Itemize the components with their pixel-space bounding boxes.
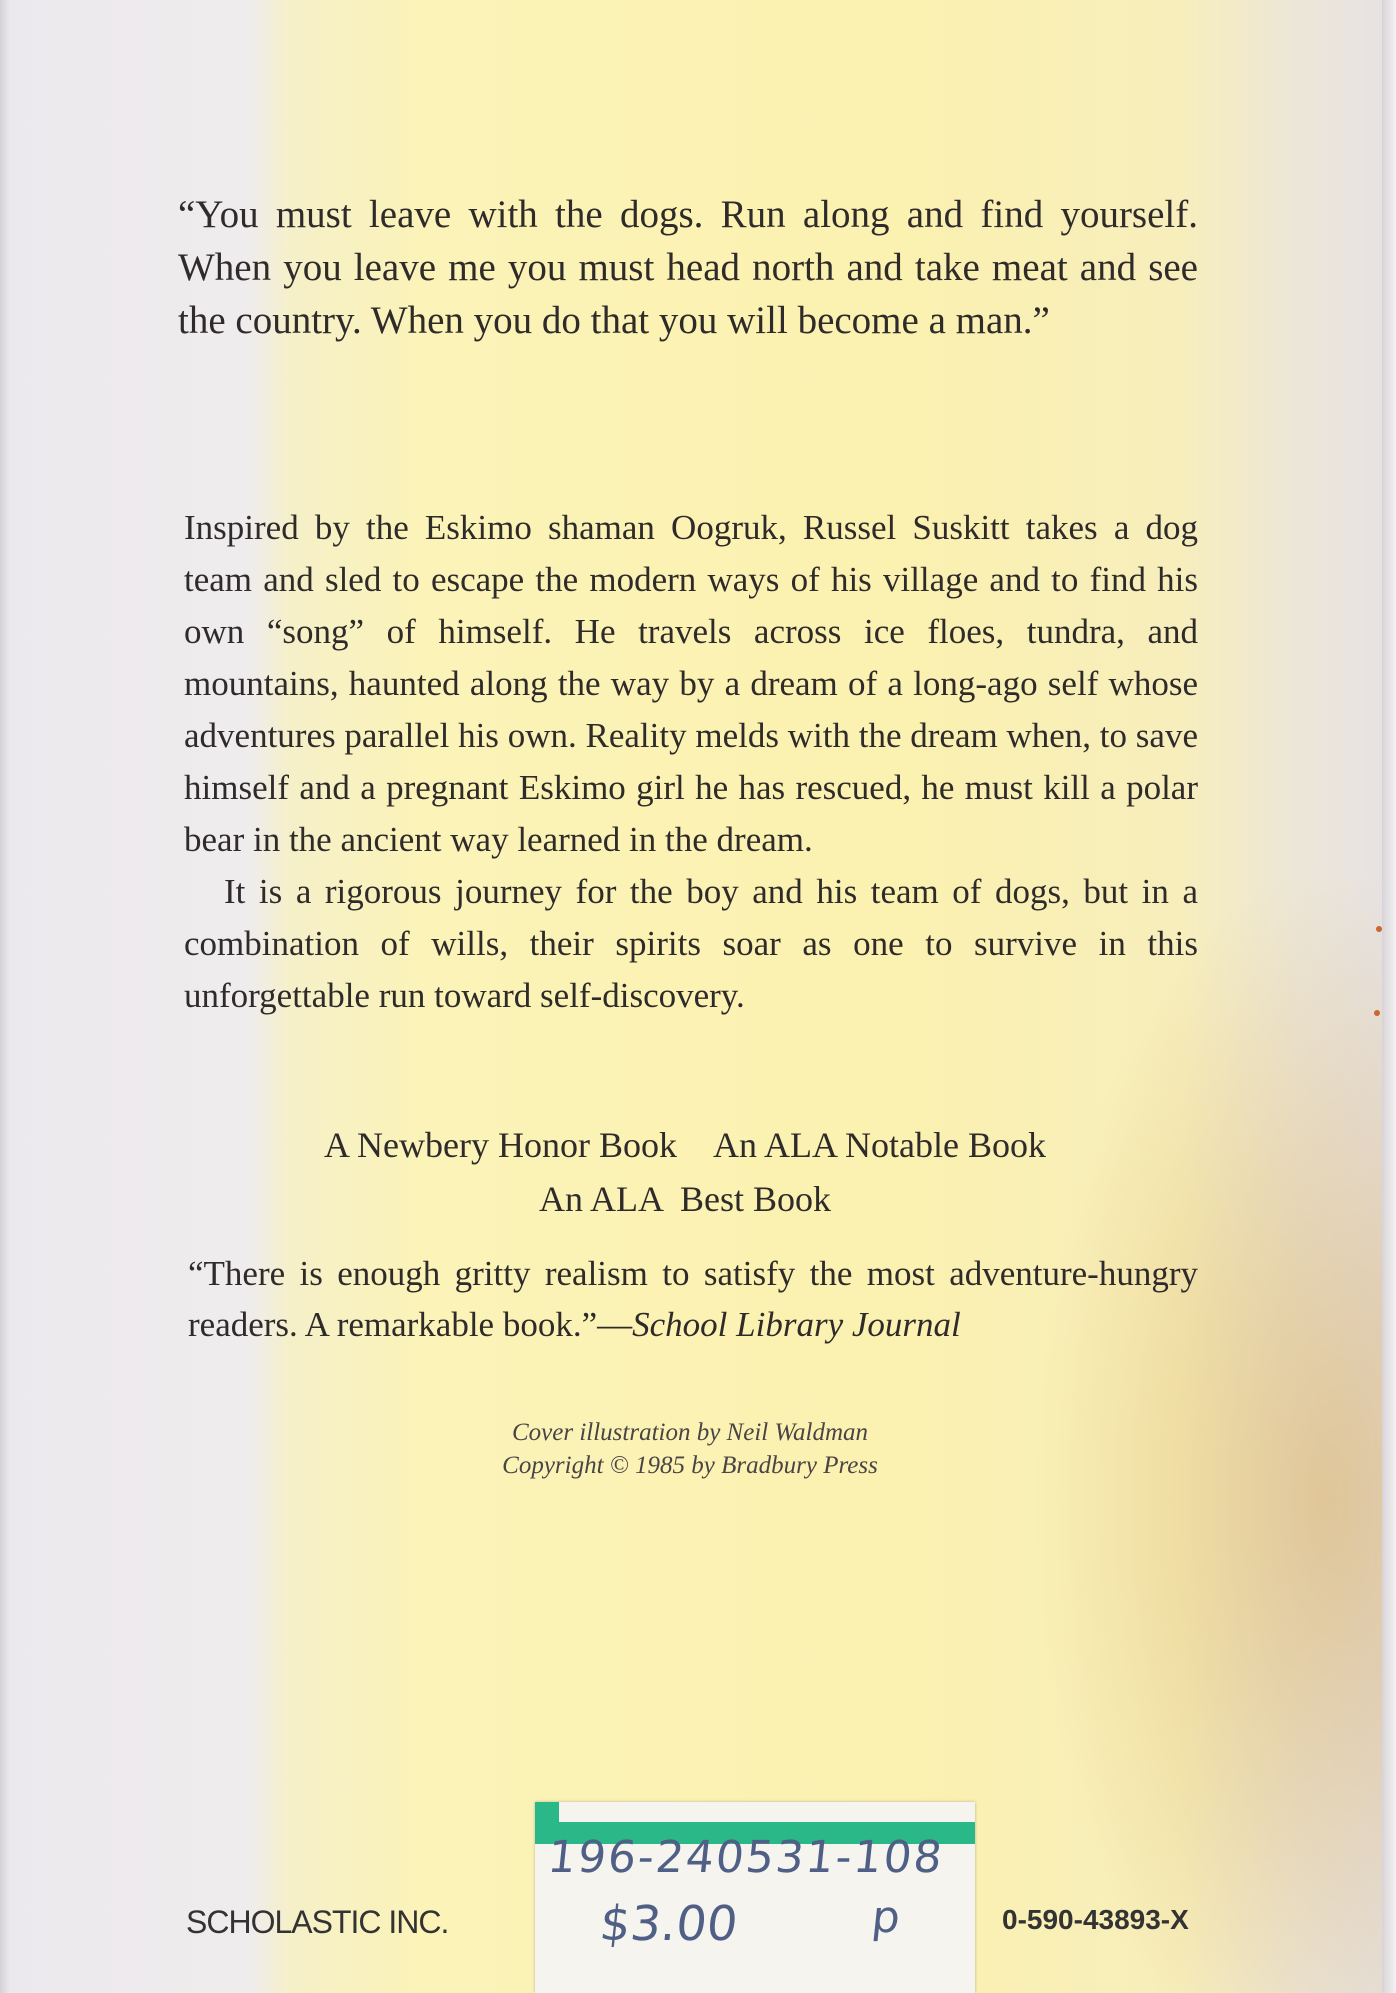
description-paragraph-2: It is a rigorous journey for the boy and his team of dogs, but in a combination of wills, their spirits soar as one to survive in this unforgettable run toward self-discovery.: [184, 872, 1198, 1015]
honor-newbery: A Newbery Honor Book: [324, 1125, 677, 1165]
review-text: “There is enough gritty realism to satisfy the most adventure-hungry readers. A remarkable book.”—: [188, 1254, 1198, 1344]
honor-ala-notable: An ALA Notable Book: [712, 1125, 1046, 1165]
review-quote: [188, 1248, 1198, 1350]
honors-row-1: [170, 1118, 1200, 1172]
honors-row-2: [170, 1172, 1200, 1226]
sticker-mark: p: [869, 1892, 903, 1943]
book-honors: [170, 1118, 1200, 1226]
stain-speck: [1376, 926, 1382, 932]
cover-left-shadow: [0, 0, 10, 1993]
price-sticker: [535, 1802, 975, 1993]
illustration-credit: Cover illustration by Neil Waldman: [511, 1419, 869, 1446]
review-source: School Library Journal: [632, 1305, 961, 1344]
opening-quote: “You must leave with the dogs. Run along and find yourself. When you leave me you must head north and take meat and see the country. When you do that you will become a man.”: [178, 193, 1198, 342]
description-paragraph-1: Inspired by the Eskimo shaman Oogruk, Russel Suskitt takes a dog team and sled to escape the modern ways of his village and to find his own “song” of himself. He travels across ice floes, tundra, and mountains, haunted along the way by a dream of a long-ago self whose adventures parallel his own. Reality melds with the dream when, to save himself and a pregnant Eskimo girl he has rescued, he must kill a polar bear in the ancient way learned in the dream.: [184, 508, 1198, 859]
cover-right-edge: [1382, 0, 1396, 1993]
isbn-number: 0-590-43893-X: [1002, 1904, 1189, 1935]
stain-speck: [1374, 1010, 1380, 1016]
sticker-code: 196-240531-108: [545, 1832, 947, 1883]
honor-ala-best: An ALA Best Book: [538, 1179, 832, 1219]
publisher-name: SCHOLASTIC INC.: [186, 1904, 449, 1940]
copyright-line: Copyright © 1985 by Bradbury Press: [502, 1452, 878, 1479]
book-description: [184, 502, 1198, 1022]
cover-credits: [440, 1416, 940, 1482]
sticker-price: $3.00: [597, 1896, 741, 1952]
